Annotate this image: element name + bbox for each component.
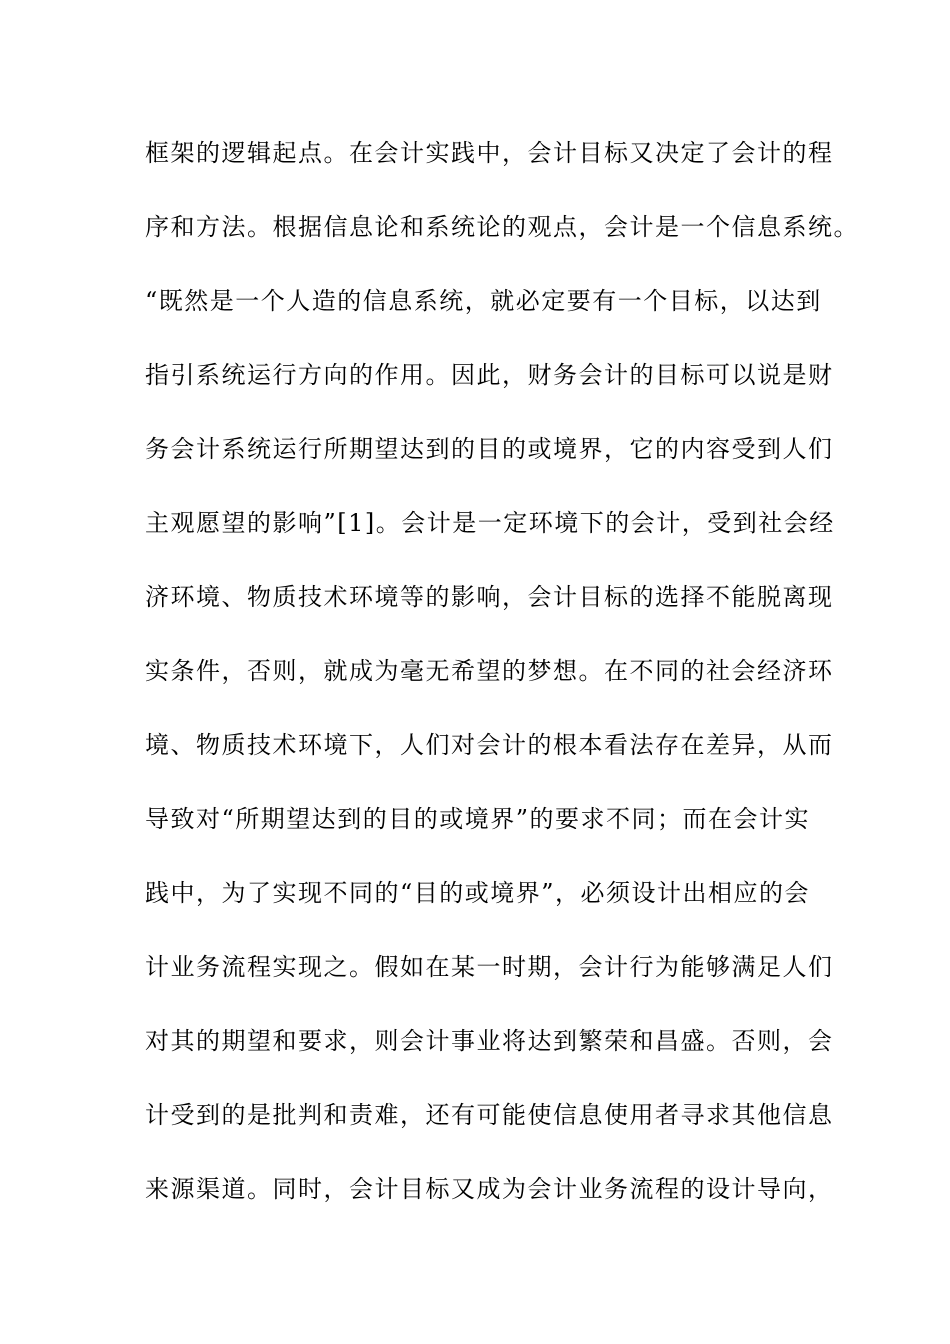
- text-line: 践中，为了实现不同的“目的或境界”，必须设计出相应的会: [145, 879, 811, 907]
- text-line: 序和方法。根据信息论和系统论的观点，会计是一个信息系统。: [145, 213, 859, 241]
- text-line: 境、物质技术环境下，人们对会计的根本看法存在差异，从而: [145, 731, 834, 759]
- text-line: 计受到的是批判和责难，还有可能使信息使用者寻求其他信息: [145, 1101, 834, 1129]
- text-line: 框架的逻辑起点。在会计实践中，会计目标又决定了会计的程: [145, 139, 834, 167]
- text-line: 指引系统运行方向的作用。因此，财务会计的目标可以说是财: [145, 361, 834, 389]
- text-line: 导致对“所期望达到的目的或境界”的要求不同；而在会计实: [145, 805, 811, 833]
- text-line: 对其的期望和要求，则会计事业将达到繁荣和昌盛。否则，会: [145, 1027, 834, 1055]
- text-line: 计业务流程实现之。假如在某一时期，会计行为能够满足人们: [145, 953, 834, 981]
- text-line: 主观愿望的影响”[1]。会计是一定环境下的会计，受到社会经: [145, 509, 835, 537]
- text-line: 来源渠道。同时，会计目标又成为会计业务流程的设计导向，: [145, 1175, 834, 1203]
- text-line: 济环境、物质技术环境等的影响，会计目标的选择不能脱离现: [145, 583, 834, 611]
- text-line: 务会计系统运行所期望达到的目的或境界，它的内容受到人们: [145, 435, 834, 463]
- text-line: 实条件，否则，就成为毫无希望的梦想。在不同的社会经济环: [145, 657, 834, 685]
- body-text: [145, 133, 859, 1243]
- text-line: “既然是一个人造的信息系统，就必定要有一个目标，以达到: [145, 287, 822, 315]
